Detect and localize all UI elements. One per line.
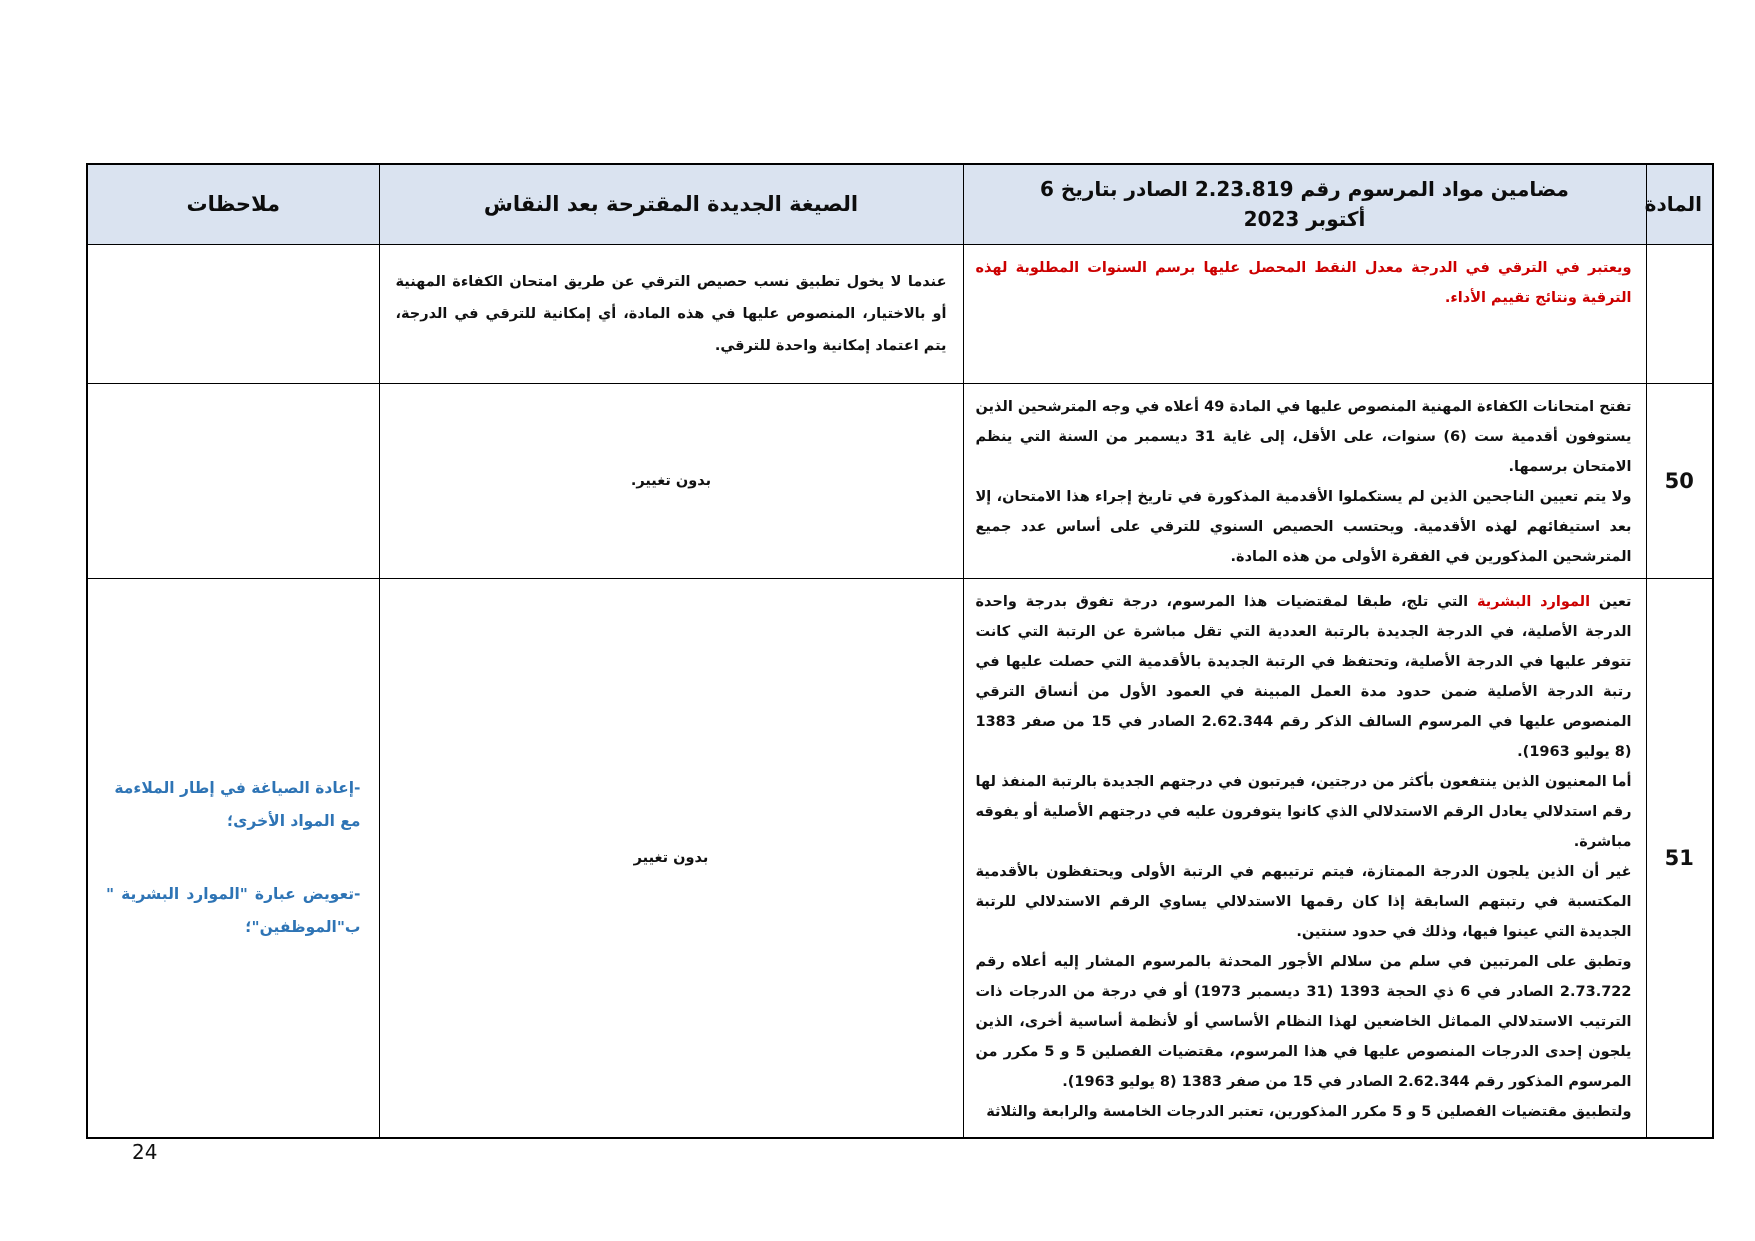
decree-content-cell [963, 578, 1646, 1138]
proposed-wording-cell [379, 578, 963, 1138]
paragraph [976, 392, 1632, 482]
article-number-cell: 51 [1646, 578, 1713, 1138]
paragraph [976, 857, 1632, 947]
text-run: وتطبق على المرتبين في سلم من سلالم الأجور المحدثة بالمرسوم المشار إليه أعلاه رقم 2.73.722 الصادر في 6 ذي الحجة 1393 (31 ديسمبر 1973) أو في درجة من الدرجات ذات الترتيب الاستدلالي المماثل الخاضعين لهذا النظام الأساسي أو لأنظمة أساسية أخرى، الذين يلجون إحدى الدرجات المنصوص عليها في هذا المرسوم، مقتضيات الفصلين 5 و 5 مكرر من المرسوم المذكور رقم 2.62.344 الصادر في 15 من صفر 1383 (8 يوليو 1963). [975, 953, 1632, 1090]
header-proposed-wording-column: الصيغة الجديدة المقترحة بعد النقاش [379, 164, 963, 244]
text-run: -إعادة الصياغة في إطار الملاءمة مع المواد الأخرى؛ [114, 778, 361, 830]
paragraph [976, 947, 1632, 1097]
text-run: -تعويض عبارة "الموارد البشرية " ب"الموظفين"؛ [106, 884, 361, 936]
text-run: بدون تغيير. [630, 472, 712, 489]
paragraph [976, 253, 1632, 313]
paragraph [396, 465, 947, 497]
header-decree-content-column: مضامين مواد المرسوم رقم 2.23.819 الصادر بتاريخ 6 أكتوبر 2023 [963, 164, 1646, 244]
text-run: غير أن الذين يلجون الدرجة الممتازة، فيتم ترتيبهم في الرتبة الأولى ويحتفظون بالأقدمية المكتسبة في رتبتهم السابقة إذا كان رقمها الاستدلالي يساوي الرقم الاستدلالي للرتبة الجديدة التي عينوا فيها، وذلك في حدود سنتين. [975, 863, 1632, 940]
proposed-wording-cell [379, 244, 963, 383]
proposed-wording-cell [379, 383, 963, 578]
text-run: بدون تغيير [633, 849, 709, 866]
paragraph [976, 767, 1632, 857]
header-article-column: المادة [1646, 164, 1713, 244]
text-run: التي تلج، طبقا لمقتضيات هذا المرسوم، درجة تفوق بدرجة واحدة الدرجة الأصلية، في الدرجة الجديدة بالرتبة العددية التي تقل مباشرة عن الرتبة التي كانت تتوفر عليها في الدرجة الأصلية، وتحتفظ في الرتبة الجديدة بالأقدمية التي حصلت عليها في رتبة الدرجة الأصلية ضمن حدود مدة العمل المبينة في العمود الأول من أنساق الترقي المنصوص عليها في المرسوم السالف الذكر رقم 2.62.344 الصادر في 15 من صفر 1383 (8 يوليو 1963). [975, 593, 1632, 760]
notes-cell [87, 383, 379, 578]
highlighted-red-text: الموارد البشرية [1476, 593, 1591, 610]
paragraph [396, 842, 947, 874]
paragraph [106, 772, 361, 838]
decree-content-cell [963, 383, 1646, 578]
article-number-cell [1646, 244, 1713, 383]
paragraph [976, 482, 1632, 572]
text-run: ولا يتم تعيين الناجحين الذين لم يستكملوا الأقدمية المذكورة في تاريخ إجراء هذا الامتحان، إلا بعد استيفائهم لهذه الأقدمية. ويحتسب الحصيص السنوي للترقي على أساس عدد جميع المترشحين المذكورين في الفقرة الأولى من هذه المادة. [975, 488, 1632, 565]
paragraph [976, 1097, 1632, 1127]
table-row-article-50 [87, 383, 1713, 578]
table-row-article-51 [87, 578, 1713, 1138]
notes-cell [87, 244, 379, 383]
page-number: 24 [132, 1140, 158, 1164]
table-header-row [87, 164, 1713, 244]
table-row-article-49-continuation [87, 244, 1713, 383]
text-run: تفتح امتحانات الكفاءة المهنية المنصوص عليها في المادة 49 أعلاه في وجه المترشحين الذين يستوفون أقدمية ست (6) سنوات، على الأقل، إلى غاية 31 ديسمبر من السنة التي ينظم الامتحان برسمها. [975, 398, 1632, 475]
text-run: أما المعنيون الذين ينتفعون بأكثر من درجتين، فيرتبون في درجتهم الجديدة بالرتبة المنفذ لها رقم استدلالي يعادل الرقم الاستدلالي الذي كانوا يتوفرون عليه في درجتهم الأصلية أو يفوقه مباشرة. [975, 773, 1632, 850]
text-run: عندما لا يخول تطبيق نسب حصيص الترقي عن طريق امتحان الكفاءة المهنية أو بالاختيار، المنصوص عليها في هذه المادة، أي إمكانية للترقي في الدرجة، يتم اعتماد إمكانية واحدة للترقي. [395, 273, 947, 354]
header-notes-column: ملاحظات [87, 164, 379, 244]
paragraph [106, 878, 361, 944]
text-run: ولتطبيق مقتضيات الفصلين 5 و 5 مكرر المذكورين، تعتبر الدرجات الخامسة والرابعة والثلاثة [986, 1103, 1632, 1120]
decree-content-cell [963, 244, 1646, 383]
article-number-cell: 50 [1646, 383, 1713, 578]
text-run: تعين [1590, 593, 1632, 610]
paragraph [396, 266, 947, 362]
notes-cell [87, 578, 379, 1138]
decree-comparison-table [86, 163, 1714, 1139]
paragraph [976, 587, 1632, 767]
highlighted-red-text: ويعتبر في الترقي في الدرجة معدل النقط المحصل عليها برسم السنوات المطلوبة لهذه الترقية ونتائج تقييم الأداء. [975, 259, 1632, 306]
